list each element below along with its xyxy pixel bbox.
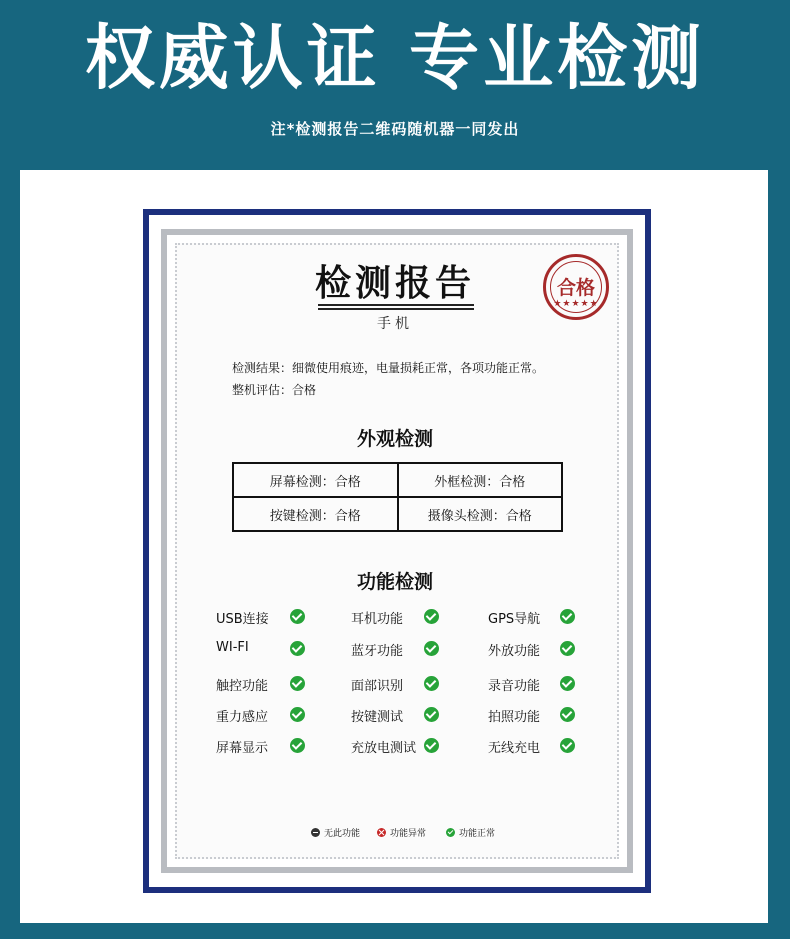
- check-icon: [560, 738, 575, 753]
- check-icon: [560, 641, 575, 656]
- function-label: 拍照功能: [488, 710, 541, 725]
- function-row: [0, 705, 790, 725]
- appearance-row: [233, 497, 562, 531]
- banner-note: 注*检测报告二维码随机器一同发出: [270, 120, 520, 138]
- legend-none: [311, 826, 360, 840]
- function-label: 面部识别: [351, 679, 404, 694]
- appearance-row: [233, 463, 562, 497]
- title-underline: [318, 308, 474, 310]
- appearance-cell: 按键检测：合格: [233, 497, 398, 531]
- result-line: 检测结果：细微使用痕迹，电量损耗正常，各项功能正常。: [232, 361, 545, 375]
- function-label: GPS导航: [488, 612, 541, 627]
- legend-ok: [446, 826, 495, 840]
- function-label: 外放功能: [488, 644, 541, 659]
- certificate-lace: [175, 243, 619, 859]
- function-label: USB连接: [216, 612, 269, 627]
- legend-error: [377, 826, 426, 840]
- check-icon: [290, 641, 305, 656]
- check-icon: [560, 676, 575, 691]
- function-label: 重力感应: [216, 710, 269, 725]
- function-label: 蓝牙功能: [351, 644, 404, 659]
- check-icon: [290, 609, 305, 624]
- check-icon: [290, 738, 305, 753]
- appearance-section-title: 外观检测: [356, 428, 433, 450]
- check-icon: [424, 676, 439, 691]
- stamp-stars: ★★★★★: [553, 299, 599, 309]
- legend-none-label: 无此功能: [324, 829, 361, 839]
- overall-line: 整机评估：合格: [232, 383, 317, 397]
- check-icon: [424, 707, 439, 722]
- appearance-cell: 摄像头检测：合格: [398, 497, 563, 531]
- function-row: [0, 607, 790, 627]
- function-row: [0, 639, 790, 659]
- minus-icon: [311, 828, 320, 837]
- function-label: 按键测试: [351, 710, 404, 725]
- check-icon: [290, 707, 305, 722]
- function-label: 耳机功能: [351, 612, 404, 627]
- function-row: [0, 674, 790, 694]
- function-row: [0, 736, 790, 756]
- check-icon: [560, 609, 575, 624]
- certificate-subtitle: 手机: [377, 316, 413, 332]
- function-label: 触控功能: [216, 679, 269, 694]
- appearance-table: [232, 462, 563, 532]
- check-icon: [424, 641, 439, 656]
- function-label: 屏幕显示: [216, 741, 269, 756]
- check-icon: [424, 609, 439, 624]
- function-section-title: 功能检测: [356, 571, 433, 593]
- check-icon: [446, 828, 455, 837]
- certificate-title: 检测报告: [314, 263, 475, 304]
- check-icon: [424, 738, 439, 753]
- function-label: 录音功能: [488, 679, 541, 694]
- function-label: 无线充电: [488, 741, 541, 756]
- stamp-text: 合格: [556, 277, 595, 299]
- appearance-cell: 外框检测：合格: [398, 463, 563, 497]
- cross-icon: [377, 828, 386, 837]
- title-underline: [318, 304, 474, 306]
- qualified-stamp: [543, 254, 609, 320]
- check-icon: [560, 707, 575, 722]
- legend-error-label: 功能异常: [390, 829, 427, 839]
- banner-headline: 权威认证 专业检测: [84, 17, 706, 99]
- legend-ok-label: 功能正常: [459, 829, 496, 839]
- appearance-cell: 屏幕检测：合格: [233, 463, 398, 497]
- function-label: 充放电测试: [351, 741, 417, 756]
- function-label: WI-FI: [216, 640, 249, 655]
- check-icon: [290, 676, 305, 691]
